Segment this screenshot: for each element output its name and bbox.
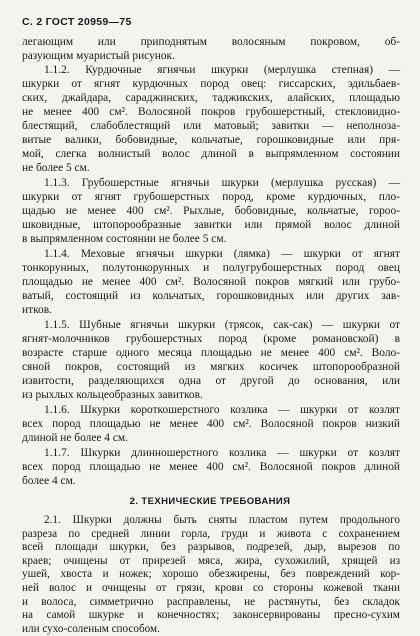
text-line: итков.	[22, 304, 52, 316]
text-line: сяной покров, состоящий из мягких косичек штопорообразной	[22, 361, 400, 373]
section-heading: 2. ТЕХНИЧЕСКИЕ ТРЕБОВАНИЯ	[129, 496, 291, 507]
text-line: разреза по средней линии горла, груди и живота с сохранением	[22, 527, 400, 540]
text-line: 1.1.5. Шубные ягнячьи шкурки (трясок, сак-сак) — шкурки от	[44, 319, 400, 331]
text-line: шкурки от ягнят грубошерстных пород, кроме курдючных, пло-	[22, 191, 400, 203]
text-line: тонкорунных, полутонкорунных и полугрубошерстных пород овец	[22, 262, 400, 274]
text-line: всех пород площадью не менее 400 см². Волосяной покров длиной	[22, 461, 400, 473]
text-line: площадью не менее 400 см². Волосяной покров мягкий или грубо-	[22, 276, 400, 288]
text-line: шкурки от ягнят курдючных пород овец: гиссарских, эдильбаев-	[22, 78, 400, 90]
text-line: 1.1.4. Меховые ягнячьи шкурки (лямка) — шкурки от ягнят	[44, 248, 400, 260]
text-line: в выпрямленном состоянии не более 5 см.	[22, 233, 227, 245]
text-line: не более 5 см.	[22, 162, 90, 174]
text-line: ских, джайдара, сараджинских, таджикских, алайских, площадью	[22, 92, 400, 104]
text-line: ушей, хвоста и ножек; хорошо обезжирены, без повреждений кор-	[22, 568, 400, 581]
text-line: шковидные, штопорообразные завитки или прямой волос длиной	[22, 219, 400, 231]
text-line: или сухо-соленым способом.	[22, 622, 160, 635]
text-line: ватый, состоящий из кольчатых, горошковидных или других зав-	[22, 290, 400, 302]
text-line: 1.1.6. Шкурки короткошерстного козлика — шкурки от козлят	[44, 404, 400, 416]
text-line: возрасте старше одного месяца площадью не менее 400 см². Воло-	[22, 347, 400, 359]
text-line: всех пород площадью не менее 400 см². Волосяной покров низкий	[22, 418, 400, 430]
text-line: извитости, разделяющихся одна от другой до основания, или	[22, 375, 400, 387]
text-line: щадью не менее 400 см². Рыхлые, бобовидные, кольчатые, гороо-	[22, 205, 400, 217]
text-line: 1.1.3. Грубошерстные ягнячьи шкурки (мерлушка русская) —	[44, 177, 400, 189]
text-line: и волоса, симметрично расправлены, не растянуты, без складок	[22, 595, 400, 608]
text-line: ягнят-молочников грубошерстных пород (кроме романовской) в	[22, 333, 400, 345]
text-line: 1.1.2. Курдючные ягнячьи шкурки (мерлушка степная) —	[44, 64, 400, 76]
text-line: более 4 см.	[22, 475, 76, 487]
text-line: мой, слегка волнистый волос длиной в выпрямленном состоянии	[22, 148, 400, 160]
text-line: легающим или приподнятым волосяным покровом, об-	[22, 36, 400, 48]
text-line: 2.1. Шкурки должны быть сняты пластом путем продольного	[44, 514, 400, 526]
text-line: из рыхлых кольцеобразных завитков.	[22, 389, 203, 401]
text-line: не менее 400 см². Волосяной покров грубошерстный, стекловидно-	[22, 106, 400, 118]
text-line: блестящий, слабоблестящий или матовый; завитки — неполноза-	[22, 120, 400, 132]
text-line: на самой шкурке и конечностях; законсервированы пресно-сухим	[22, 609, 400, 622]
page-header: С. 2 ГОСТ 20959—75	[22, 16, 132, 28]
text-line: ней волос и очищены от грязи, крови со стороны кожевой ткани	[22, 582, 400, 594]
text-line: витые валики, бобовидные, кольчатые, горошковидные или пря-	[22, 134, 400, 146]
text-line: краев; очищены от прирезей мяса, жира, сухожилий, хрящей из	[22, 554, 400, 567]
text-line: длиной не более 4 см.	[22, 432, 128, 444]
text-line: разующим муаристый рисунок.	[22, 50, 175, 62]
text-line: всей площади шкурки, без разрывов, подрезей, дыр, вырезов по	[22, 541, 400, 554]
text-line: 1.1.7. Шкурки длинношерстного козлика — шкурки от козлят	[44, 447, 400, 459]
